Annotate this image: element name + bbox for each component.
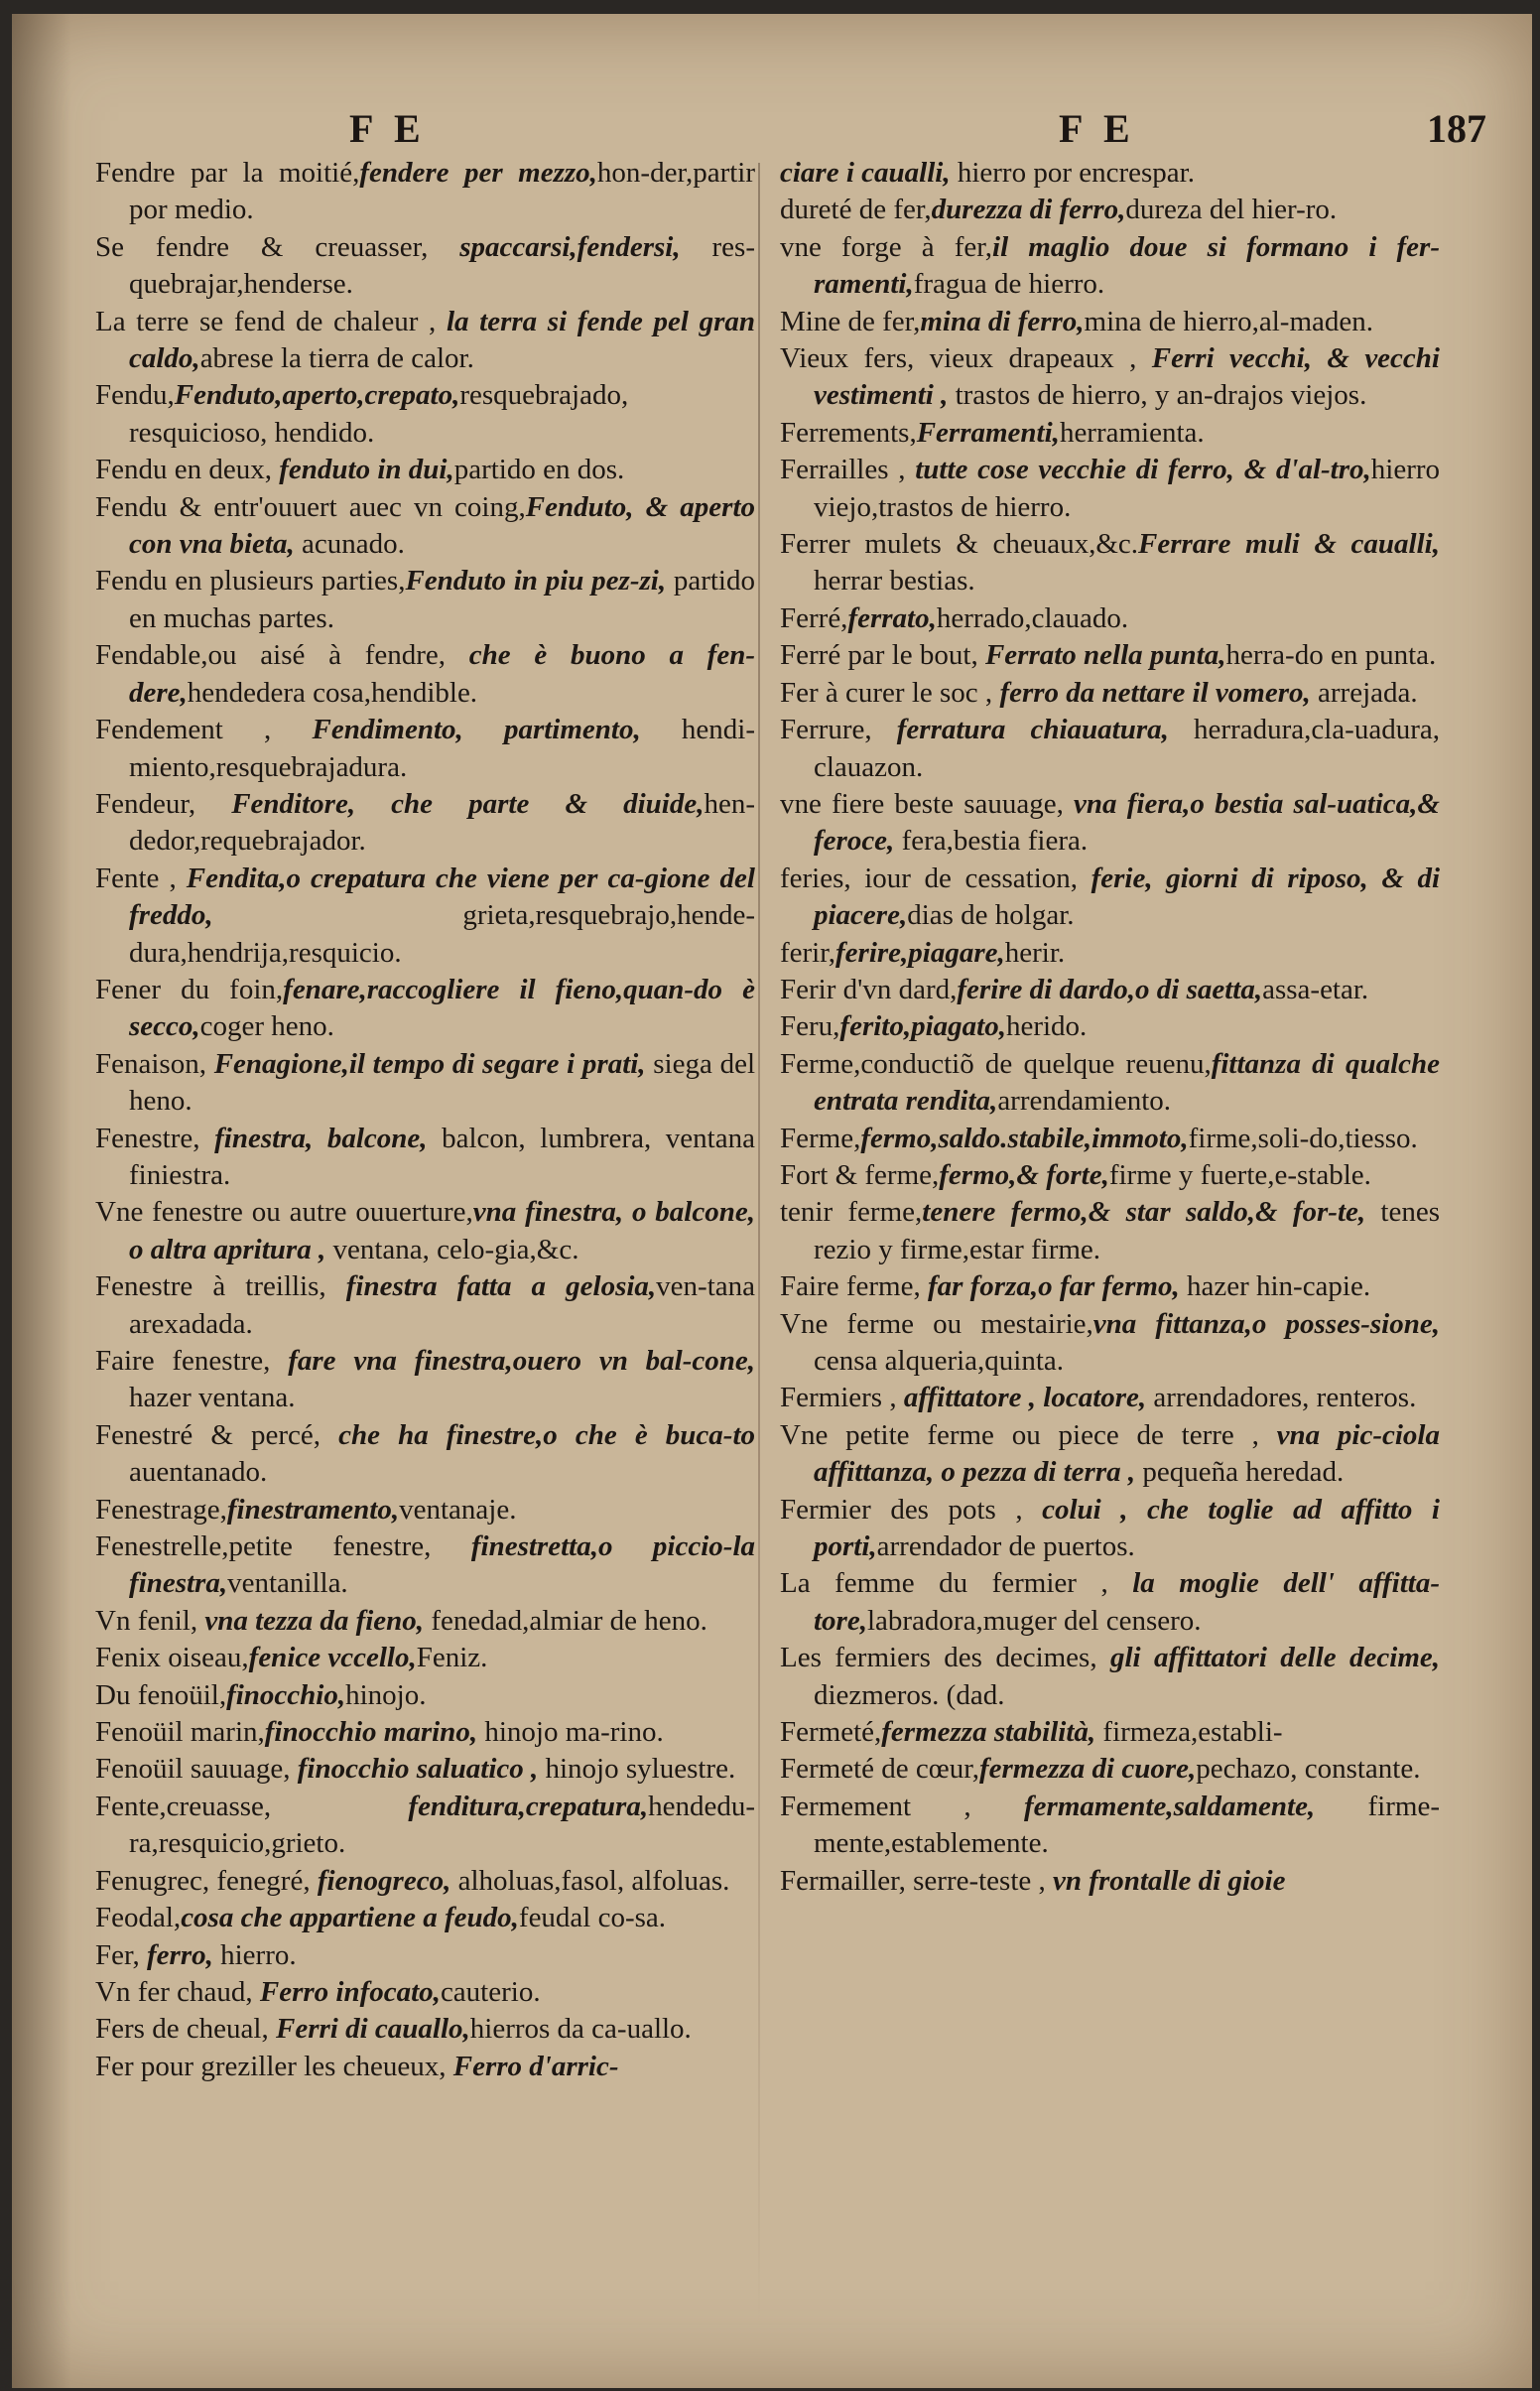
french-term: Ferrements,	[780, 416, 917, 449]
dictionary-entry	[780, 675, 1440, 712]
french-term: Fer,	[95, 1938, 147, 1971]
italian-term: ferie, giorni di riposo, & di piacere,	[814, 862, 1440, 932]
page-binding-shadow	[12, 14, 71, 2388]
dictionary-entry	[95, 1194, 755, 1268]
spanish-term: hen-dedor,requebrajador.	[129, 787, 755, 858]
french-term: Fendement ,	[95, 714, 313, 746]
dictionary-entry	[95, 377, 755, 452]
dictionary-entry	[95, 1863, 755, 1900]
french-term: Ferré,	[780, 601, 848, 634]
french-term: Fenix oiseau,	[95, 1642, 249, 1674]
italian-term: Ferrato nella punta,	[984, 639, 1226, 672]
spanish-term: herrar bestias.	[814, 565, 975, 598]
french-term: Vn fenil,	[95, 1604, 205, 1637]
italian-term: ferire di dardo,o di saetta,	[957, 973, 1263, 1005]
dictionary-entry	[780, 1008, 1440, 1045]
spanish-term: hierro.	[212, 1938, 297, 1971]
italian-term: Fendita,o crepatura che viene per ca-gione del freddo,	[129, 862, 755, 932]
spanish-term: resquebrajado, resquiciosо, hendido.	[129, 379, 629, 449]
french-term: Fendu en plusieurs parties,	[95, 565, 406, 598]
dictionary-entry	[95, 1751, 755, 1788]
french-term: Vne petite ferme ou piece de terre ,	[780, 1418, 1277, 1451]
left-column	[95, 155, 755, 2085]
french-term: Fendable,ou aisé à fendre,	[95, 639, 469, 672]
french-term: Fermement ,	[780, 1790, 1024, 1822]
french-term: Ferré par le bout,	[780, 639, 985, 672]
italian-term: gli affittatori delle decime,	[1110, 1642, 1440, 1674]
french-term: Feru,	[780, 1010, 840, 1043]
spanish-term: hon-der,partir por medio.	[129, 157, 755, 226]
dictionary-entry	[780, 1306, 1440, 1381]
spanish-term: mina de hierro,al-maden.	[1084, 305, 1374, 337]
dictionary-entry	[780, 1714, 1440, 1751]
french-term: Fort & ferme,	[780, 1158, 940, 1191]
italian-term: durezza di ferro,	[931, 194, 1126, 226]
spanish-term: firmeza,establi-	[1095, 1716, 1283, 1749]
spanish-term: Feniz.	[416, 1642, 488, 1674]
spanish-term: partido en dos.	[453, 454, 625, 486]
italian-term: fenditura,crepatura,	[408, 1790, 649, 1822]
french-term: Fendu & entr'ouuert auec vn coing,	[95, 490, 526, 523]
italian-term: fienogreco,	[317, 1864, 451, 1897]
italian-term: Ferrare muli & caualli,	[1138, 528, 1440, 561]
column-divider	[758, 163, 760, 2326]
italian-term: tutte cose vecchie di ferro, & d'al-tro,	[915, 454, 1371, 486]
dictionary-entry	[780, 526, 1440, 600]
dictionary-entry	[780, 861, 1440, 935]
italian-term: fendere per mezzo,	[359, 157, 597, 189]
dictionary-entry	[95, 1677, 755, 1714]
dictionary-entry	[95, 304, 755, 378]
italian-term: vna fiera,o bestia sal-uatica,& feroce,	[814, 787, 1440, 858]
spanish-term: fenedad,almiar de heno.	[424, 1604, 707, 1637]
dictionary-entry	[780, 1640, 1440, 1714]
dictionary-entry	[95, 637, 755, 712]
italian-term: far forza,o far fermo,	[927, 1270, 1180, 1303]
french-term: dureté de fer,	[780, 194, 932, 226]
italian-term: tenere fermo,& star saldo,& for-te,	[922, 1196, 1366, 1229]
dictionary-entry	[95, 1343, 755, 1417]
dictionary-entry	[95, 1417, 755, 1492]
dictionary-entry	[780, 935, 1440, 972]
spanish-term: herramienta.	[1059, 416, 1205, 449]
french-term: Ferrailles ,	[780, 454, 916, 486]
dictionary-entry	[780, 1194, 1440, 1268]
dictionary-entry	[780, 600, 1440, 637]
italian-term: vna finestra, o balcone, o altra apritura ,	[129, 1196, 755, 1265]
italian-term: spaccarsi,fendersi,	[459, 230, 681, 263]
spanish-term: feudal co-sa.	[518, 1902, 667, 1934]
spanish-term: cauterio.	[440, 1975, 541, 2008]
spanish-term: hendedera cosa,hendible.	[187, 676, 478, 709]
dictionary-entry	[95, 1046, 755, 1121]
italian-term: fenare,raccogliere il fieno,quan-do è secco,	[129, 973, 755, 1043]
italian-term: ferire,piagare,	[835, 936, 1005, 969]
french-term: Fenestre à treillis,	[95, 1270, 346, 1303]
french-term: Fenugrec, fenegré,	[95, 1864, 318, 1897]
spanish-term: fragua de hierro.	[913, 268, 1105, 301]
spanish-term: auentanado.	[129, 1456, 268, 1489]
italian-term: finestramento,	[226, 1493, 400, 1526]
french-term: tenir ferme,	[780, 1196, 923, 1229]
italian-term: Fenduto,aperto,crepato,	[174, 379, 460, 412]
dictionary-entry	[95, 2049, 755, 2085]
italian-term: finocchio,	[226, 1678, 346, 1711]
dictionary-entry	[95, 1528, 755, 1603]
dictionary-entry	[95, 1121, 755, 1195]
spanish-term: hierro viejo,trastos de hierro.	[814, 454, 1441, 523]
dictionary-entry	[780, 1492, 1440, 1566]
dictionary-entry	[95, 972, 755, 1046]
dictionary-entry	[780, 1789, 1440, 1863]
spanish-term: balcon, lumbrera, ventana finiestra.	[129, 1122, 755, 1191]
dictionary-entry	[780, 1751, 1440, 1788]
dictionary-entry	[780, 712, 1440, 786]
dictionary-entry	[95, 1974, 755, 2011]
dictionary-entry	[95, 1492, 755, 1528]
french-term: vne forge à fer,	[780, 230, 993, 263]
spanish-term: ventana, celo-gia,&c.	[325, 1233, 579, 1265]
italian-term: Fenduto, & aperto con vna bieta,	[129, 490, 755, 561]
spanish-term: abrese la tierra de calor.	[199, 342, 474, 375]
italian-term: ferito,piagato,	[839, 1010, 1006, 1043]
spanish-term: assa-etar.	[1262, 973, 1369, 1005]
italian-term: finestra fatta a gelosia,	[345, 1270, 657, 1303]
spanish-term: herra-do en punta.	[1225, 639, 1437, 672]
spanish-term: herido.	[1005, 1010, 1088, 1043]
spanish-term: ven-tana arexadada.	[129, 1270, 756, 1340]
dictionary-entry	[95, 489, 755, 564]
spanish-term: herradura,cla-uadura, clauazon.	[814, 714, 1440, 783]
spanish-term: labradora,muger del censero.	[866, 1604, 1202, 1637]
dictionary-entry	[95, 712, 755, 786]
dictionary-entry	[95, 229, 755, 304]
spanish-term: hazer hin-capie.	[1179, 1270, 1371, 1303]
spanish-term: herrado,clauado.	[936, 601, 1129, 634]
french-term: Vn fer chaud,	[95, 1975, 260, 2008]
italian-term: vna tezza da fieno,	[204, 1604, 425, 1637]
italian-term: fermezza stabilità,	[881, 1716, 1096, 1749]
spanish-term: firme y fuerte,e-stable.	[1108, 1158, 1371, 1191]
page-number: 187	[1427, 106, 1486, 151]
italian-term: fenice vccello,	[248, 1642, 417, 1674]
spanish-term: dias de holgar.	[907, 899, 1075, 932]
dictionary-entry	[780, 786, 1440, 861]
french-term: Fermeté,	[780, 1716, 882, 1749]
italian-term: che ha finestre,o che è buca-to	[338, 1418, 755, 1451]
italian-term: fenduto in dui,	[279, 454, 454, 486]
italian-term: fermamente,saldamente,	[1024, 1790, 1316, 1822]
spanish-term: res-quebrajar,henderse.	[129, 230, 755, 301]
italian-term: finestra, balcone,	[214, 1122, 428, 1154]
dictionary-entry	[95, 155, 755, 229]
spanish-term: fera,bestia fiera.	[894, 825, 1089, 858]
italian-term: fermezza di cuore,	[978, 1753, 1197, 1786]
french-term: feries, iour de cessation,	[780, 862, 1091, 894]
french-term: Fendu en deux,	[95, 454, 280, 486]
dictionary-entry	[780, 415, 1440, 452]
spanish-term: siega del heno.	[129, 1047, 755, 1118]
french-term: La terre se fend de chaleur ,	[95, 305, 447, 337]
dictionary-entry	[95, 1268, 755, 1343]
spanish-term: diezmeros. (dad.	[814, 1678, 1005, 1711]
spanish-term: hinojo ma-rino.	[477, 1716, 664, 1749]
italian-term: finestretta,o piccio-la finestra,	[129, 1530, 755, 1600]
spanish-term: arrendadores, renteros.	[1146, 1382, 1417, 1414]
italian-term: fermo,& forte,	[939, 1158, 1109, 1191]
spanish-term: dureza del hier-ro.	[1125, 194, 1338, 226]
french-term: Fermailler, serre-teste ,	[780, 1864, 1054, 1897]
dictionary-entry	[95, 861, 755, 972]
spanish-term: arrendador de puertos.	[876, 1530, 1135, 1563]
dictionary-entry	[780, 1380, 1440, 1416]
italian-term: Ferri vecchi, & vecchi vestimenti ,	[814, 342, 1440, 412]
french-term: ferir,	[780, 936, 835, 969]
french-term: Fenaison,	[95, 1047, 214, 1080]
spanish-term: partido en muchas partes.	[129, 565, 755, 634]
italian-term: ciare i caualli,	[780, 157, 951, 189]
spanish-term: alholuas,fasol, alfoluas.	[450, 1864, 730, 1897]
dictionary-entry	[780, 1157, 1440, 1194]
french-term: Vne fenestre ou autre ouuerture,	[95, 1196, 473, 1229]
french-term: Ferir d'vn dard,	[780, 973, 958, 1005]
spanish-term: hendi-miento,resquebrajadura.	[129, 714, 756, 783]
spanish-term: pechazo, constante.	[1196, 1753, 1421, 1786]
french-term: Fenoüil sauuage,	[95, 1753, 298, 1786]
italian-term: fare vna finestra,ouero vn bal-cone,	[288, 1345, 756, 1377]
right-running-head: F E	[1059, 106, 1136, 151]
spanish-term: hierros da ca-uallo.	[469, 2013, 692, 2046]
dictionary-entry	[780, 452, 1440, 526]
spanish-term: coger heno.	[199, 1010, 334, 1043]
right-column	[780, 155, 1440, 1900]
french-term: Fer pour greziller les cheueux,	[95, 2050, 453, 2082]
french-term: Fenestrage,	[95, 1493, 227, 1526]
dictionary-entry	[780, 1268, 1440, 1305]
dictionary-entry	[95, 786, 755, 861]
french-term: Ferrure,	[780, 714, 897, 746]
french-term: Fendre par la moitié,	[95, 157, 360, 189]
spanish-term: acunado.	[294, 528, 405, 561]
french-term: Fenestre,	[95, 1122, 215, 1154]
spanish-term: tenes rezio y firme,estar firme.	[814, 1196, 1441, 1265]
french-term: Fer à curer le soc ,	[780, 676, 1000, 709]
dictionary-entry	[95, 1937, 755, 1974]
spanish-term: arrejada.	[1310, 676, 1418, 709]
italian-term: colui , che toglie ad affitto i porti,	[814, 1493, 1440, 1563]
dictionary-entry	[95, 452, 755, 488]
italian-term: il maglio doue si formano i fer-ramenti,	[814, 230, 1440, 301]
italian-term: affittatore , locatore,	[903, 1382, 1147, 1414]
dictionary-entry	[780, 972, 1440, 1008]
dictionary-page	[12, 14, 1532, 2388]
spanish-term: herir.	[1004, 936, 1066, 969]
italian-term: vn frontalle di gioie	[1053, 1864, 1286, 1897]
french-term: Fendeur,	[95, 787, 232, 820]
italian-term: Ferro infocato,	[259, 1975, 441, 2008]
french-term: vne fiere beste sauuage,	[780, 787, 1075, 820]
dictionary-entry	[95, 1789, 755, 1863]
italian-term: finocchio marino,	[264, 1716, 478, 1749]
italian-term: fittanza di qualche entrata rendita,	[814, 1047, 1441, 1118]
french-term: Fers de cheual,	[95, 2013, 276, 2046]
french-term: Se fendre & creuasser,	[95, 230, 460, 263]
dictionary-entry	[780, 1046, 1440, 1121]
spanish-term: hinojo syluestre.	[538, 1753, 736, 1786]
spanish-term: trastos de hierro, y an-drajos viejos.	[948, 379, 1367, 412]
french-term: Vieux fers, vieux drapeaux ,	[780, 342, 1152, 375]
dictionary-entry	[780, 1417, 1440, 1492]
italian-term: ferrato,	[847, 601, 937, 634]
spanish-term: firme-mente,establemente.	[814, 1790, 1440, 1860]
spanish-term: arrendamiento.	[997, 1085, 1172, 1118]
dictionary-entry	[780, 637, 1440, 674]
french-term: Fermeté de cœur,	[780, 1753, 979, 1786]
spanish-term: hazer ventana.	[129, 1382, 296, 1414]
spanish-term: hierro por encrespar.	[950, 157, 1195, 189]
french-term: Fener du foin,	[95, 973, 284, 1005]
dictionary-entry	[95, 1714, 755, 1751]
french-term: Vne ferme ou mestairie,	[780, 1307, 1093, 1340]
italian-term: la terra si fende pel gran caldo,	[129, 305, 755, 375]
spanish-term: firme,soli-do,tiesso.	[1188, 1122, 1418, 1154]
italian-term: cosa che appartiene a feudo,	[181, 1902, 519, 1934]
italian-term: che è buono a fen-dere,	[129, 639, 755, 709]
dictionary-entry	[780, 1121, 1440, 1157]
french-term: Ferme,	[780, 1122, 861, 1154]
italian-term: vna fittanza,o posses-sione,	[1092, 1307, 1440, 1340]
dictionary-entry	[95, 2011, 755, 2048]
italian-term: Fenagione,il tempo di segare i prati,	[213, 1047, 646, 1080]
french-term: Fenestré & percé,	[95, 1418, 339, 1451]
french-term: Mine de fer,	[780, 305, 921, 337]
dictionary-entry	[95, 1603, 755, 1640]
dictionary-entry	[780, 340, 1440, 415]
french-term: Feodal,	[95, 1902, 182, 1934]
italian-term: vna pic-ciola affittanza, o pezza di terra ,	[814, 1418, 1440, 1489]
italian-term: ferro da nettare il vomero,	[999, 676, 1311, 709]
spanish-term: pequeña heredad.	[1135, 1456, 1345, 1489]
dictionary-entry	[95, 563, 755, 637]
italian-term: Ferri di cauallo,	[276, 2013, 470, 2046]
dictionary-entry	[780, 304, 1440, 340]
french-term: Fente ,	[95, 862, 187, 894]
french-term: Fenoüil marin,	[95, 1716, 265, 1749]
dictionary-entry	[95, 1640, 755, 1676]
italian-term: Fenduto in piu pez-zi,	[405, 565, 667, 598]
italian-term: Ferramenti,	[916, 416, 1060, 449]
dictionary-entry	[780, 1565, 1440, 1640]
spanish-term: censa alqueria,quinta.	[814, 1345, 1065, 1377]
italian-term: mina di ferro,	[920, 305, 1085, 337]
italian-term: ferro,	[147, 1938, 213, 1971]
french-term: Du fenoüil,	[95, 1678, 227, 1711]
italian-term: Ferro d'arric-	[452, 2050, 619, 2082]
french-term: Fermier des pots ,	[780, 1493, 1043, 1526]
spanish-term: hinojo.	[345, 1678, 427, 1711]
dictionary-entry	[780, 155, 1440, 192]
french-term: Ferme,conductiõ de quelque reuenu,	[780, 1047, 1212, 1080]
dictionary-entry	[780, 1863, 1440, 1900]
dictionary-entry	[780, 192, 1440, 228]
french-term: Ferrer mulets & cheuaux,&c.	[780, 528, 1139, 561]
spanish-term: ventanilla.	[227, 1567, 348, 1600]
french-term: Fente,creuasse,	[95, 1790, 409, 1822]
french-term: Les fermiers des decimes,	[780, 1642, 1110, 1674]
french-term: Faire ferme,	[780, 1270, 928, 1303]
french-term: Faire fenestre,	[95, 1345, 289, 1377]
spanish-term: grieta,resquebrajo,hende-dura,hendrija,resquicio.	[129, 899, 755, 969]
french-term: Fendu,	[95, 379, 175, 412]
dictionary-entry	[780, 229, 1440, 304]
italian-term: fermo,saldo.stabile,immoto,	[860, 1122, 1189, 1154]
dictionary-entry	[95, 1900, 755, 1936]
french-term: La femme du fermier ,	[780, 1567, 1133, 1600]
left-running-head: F E	[349, 106, 427, 151]
spanish-term: hendedu-ra,resquicio,grieto.	[129, 1790, 755, 1860]
french-term: Fenestrelle,petite fenestre,	[95, 1530, 471, 1563]
italian-term: Fendimento, partimento,	[312, 714, 641, 746]
italian-term: finocchio saluatico ,	[297, 1753, 539, 1786]
french-term: Fermiers ,	[780, 1382, 904, 1414]
italian-term: Fenditore, che parte & diuide,	[231, 787, 705, 820]
italian-term: la moglie dell' affitta-tore,	[814, 1567, 1440, 1637]
spanish-term: ventanaje.	[399, 1493, 517, 1526]
italian-term: ferratura chiauatura,	[896, 714, 1169, 746]
